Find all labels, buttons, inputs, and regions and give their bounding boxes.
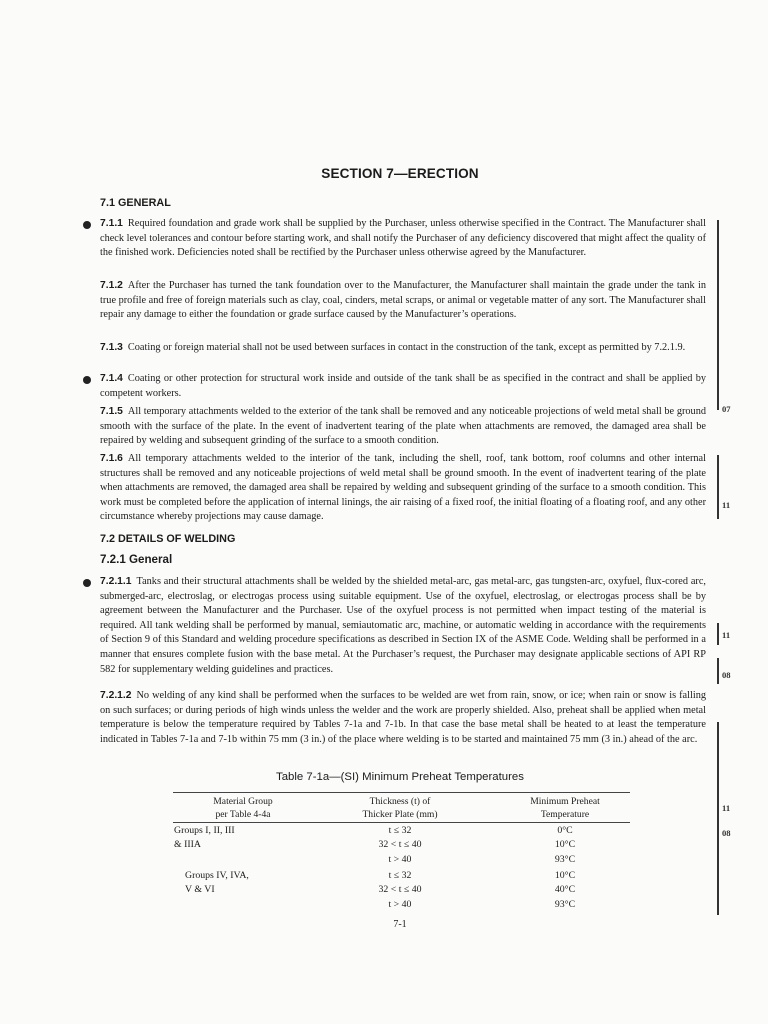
table-cell-temperature: 40°C [554,884,576,895]
margin-note: 08 [722,670,731,680]
change-bar [717,623,719,645]
paragraph-7-2-1-2 [100,689,706,747]
change-bar [717,380,719,410]
table-cell-thickness: 32 < t ≤ 40 [378,839,422,850]
table-cell-temperature: 10°C [554,870,576,881]
paragraph-text: Tanks and their structural attachments shall be welded by the shielded metal-arc, gas metal-arc, gas tungsten-arc, oxyfuel, flux-cored arc, submerged-arc, electroslag, or electrogas process using suitable equipment. Use of the oxyfuel, electroslag, or electrogas process shall be by agreement between the Manufacturer and the Purchaser. Use of the oxyfuel process is not permitted when impact testing of the material is required. All tank welding shall be performed by manual, semiautomatic arc, machine, or automatic welding in accordance with the requirements of Section 9 of this Standard and welding procedure specifications as described in Section IX of the ASME Code. Welding shall be performed in a manner that ensures complete fusion with the base metal. At the Purchaser’s request, the Purchaser may designate applicable sections of API RP 582 for supplementary welding guidelines and practices. [100,576,706,675]
table-header-preheat-temperature [500,796,630,821]
page-number: 7-1 [393,919,407,930]
change-bar [717,220,719,380]
paragraph-text: Coating or foreign material shall not be used between surfaces in contact in the construction of the tank, except as permitted by 7.2.1.9. [127,342,686,353]
paragraph-number: 7.1.6 [100,453,123,464]
bullet-marker [83,376,91,384]
paragraph-7-1-5 [100,405,706,449]
change-bar [717,722,719,915]
table-cell-thickness: t > 40 [388,899,412,910]
table-cell-temperature: 93°C [554,899,576,910]
table-top-rule [173,792,630,793]
table-cell-thickness: 32 < t ≤ 40 [378,884,422,895]
header-line: Temperature [540,808,590,820]
paragraph-number: 7.1.5 [100,406,123,417]
paragraph-text: All temporary attachments welded to the interior of the tank, including the shell, roof, tank bottom, roof columns and other internal structures shall be removed and any noticeable projections of weld metal shall be ground smooth. In the event of inadvertent tearing of the plate when attachments are removed, the damaged area shall be repaired by welding and subsequent grinding of the surface to a smooth condition. This work must be completed before the application of internal linings, the air raising of a fixed roof, the initial floating of a floating roof, and any other circumstance whereby projections may cause damage. [100,453,706,523]
paragraph-text: All temporary attachments welded to the exterior of the tank shall be removed and any noticeable projections of weld metal shall be ground smooth with the surface of the plate. In the event of inadvertent tearing of the plate when attachments are removed, the damaged area shall be repaired by welding and subsequent grinding of the surface to a smooth condition. [100,406,706,447]
margin-note: 07 [722,404,731,414]
paragraph-number: 7.1.2 [100,280,123,291]
heading-7-2-1: 7.2.1 General [100,553,173,566]
paragraph-text: Required foundation and grade work shall be supplied by the Purchaser, unless otherwise specified in the Contract. The Manufacturer shall check level tolerances and contour before starting work, and shall notify the Purchaser of any deficiency discovered that might affect the quality of the finished work. Deficiencies noted shall be rectified by the Purchaser unless otherwise agreed by the Manufacturer. [100,218,706,259]
table-cell-group: Groups I, II, III [174,825,235,836]
margin-note: 11 [722,500,731,510]
heading-7-2: 7.2 DETAILS OF WELDING [100,533,236,545]
margin-note: 11 [722,630,731,640]
paragraph-number: 7.1.4 [100,373,123,384]
table-cell-temperature: 0°C [557,825,573,836]
header-line: Material Group [213,796,273,807]
bullet-marker [83,579,91,587]
paragraph-number: 7.2.1.2 [100,690,132,701]
header-line: Thickness (t) of [369,796,431,807]
header-line: Thicker Plate (mm) [362,808,438,820]
table-cell-temperature: 93°C [554,854,576,865]
change-bar [717,658,719,684]
bullet-marker [83,221,91,229]
paragraph-number: 7.1.1 [100,218,123,229]
table-header-material-group [178,796,308,821]
margin-note: 08 [722,828,731,838]
table-cell-group: & IIIA [174,839,201,850]
table-header-thickness [330,796,470,821]
paragraph-7-1-6 [100,452,706,525]
header-line: Minimum Preheat [530,796,600,807]
table-cell-thickness: t ≤ 32 [388,825,412,836]
paragraph-text: No welding of any kind shall be performed when the surfaces to be welded are wet from rain, snow, or ice; when rain or snow is falling on such surfaces; or during periods of high winds unless the welder and the work are properly shielded. Also, preheat shall be applied when metal temperature is below the temperature required by Tables 7-1a and 7-1b. In that case the base metal shall be heated to at least the temperature indicated in Tables 7-1a and 7-1b within 75 mm (3 in.) of the place where welding is to be started and maintained 75 mm (3 in.) ahead of the arc. [100,690,706,745]
paragraph-7-2-1-1 [100,575,706,677]
paragraph-text: After the Purchaser has turned the tank foundation over to the Manufacturer, the Manufacturer shall maintain the grade under the tank in true profile and free of foreign materials such as clay, coal, cinders, metal scraps, or animal or vegetable matter of any sort. The Manufacturer shall repair any damage to either the foundation or grade surface caused by the Manufacturer’s operations. [100,280,706,321]
paragraph-text: Coating or other protection for structural work inside and outside of the tank shall be as specified in the contract and shall be applied by competent workers. [100,373,706,399]
change-bar [717,455,719,519]
paragraph-number: 7.2.1.1 [100,576,132,587]
table-cell-group: V & VI [185,884,215,895]
paragraph-7-1-3 [100,341,706,356]
section-title: SECTION 7—ERECTION [321,166,479,181]
paragraph-7-1-1 [100,217,706,261]
paragraph-number: 7.1.3 [100,342,123,353]
paragraph-7-1-2 [100,279,706,323]
table-cell-group: Groups IV, IVA, [185,870,249,881]
table-cell-thickness: t > 40 [388,854,412,865]
margin-note: 11 [722,803,731,813]
paragraph-7-1-4 [100,372,706,401]
table-header-rule [173,822,630,823]
header-line: per Table 4-4a [215,808,271,820]
heading-7-1: 7.1 GENERAL [100,197,171,209]
table-cell-temperature: 10°C [554,839,576,850]
table-cell-thickness: t ≤ 32 [388,870,412,881]
table-title: Table 7-1a—(SI) Minimum Preheat Temperatures [276,771,524,783]
